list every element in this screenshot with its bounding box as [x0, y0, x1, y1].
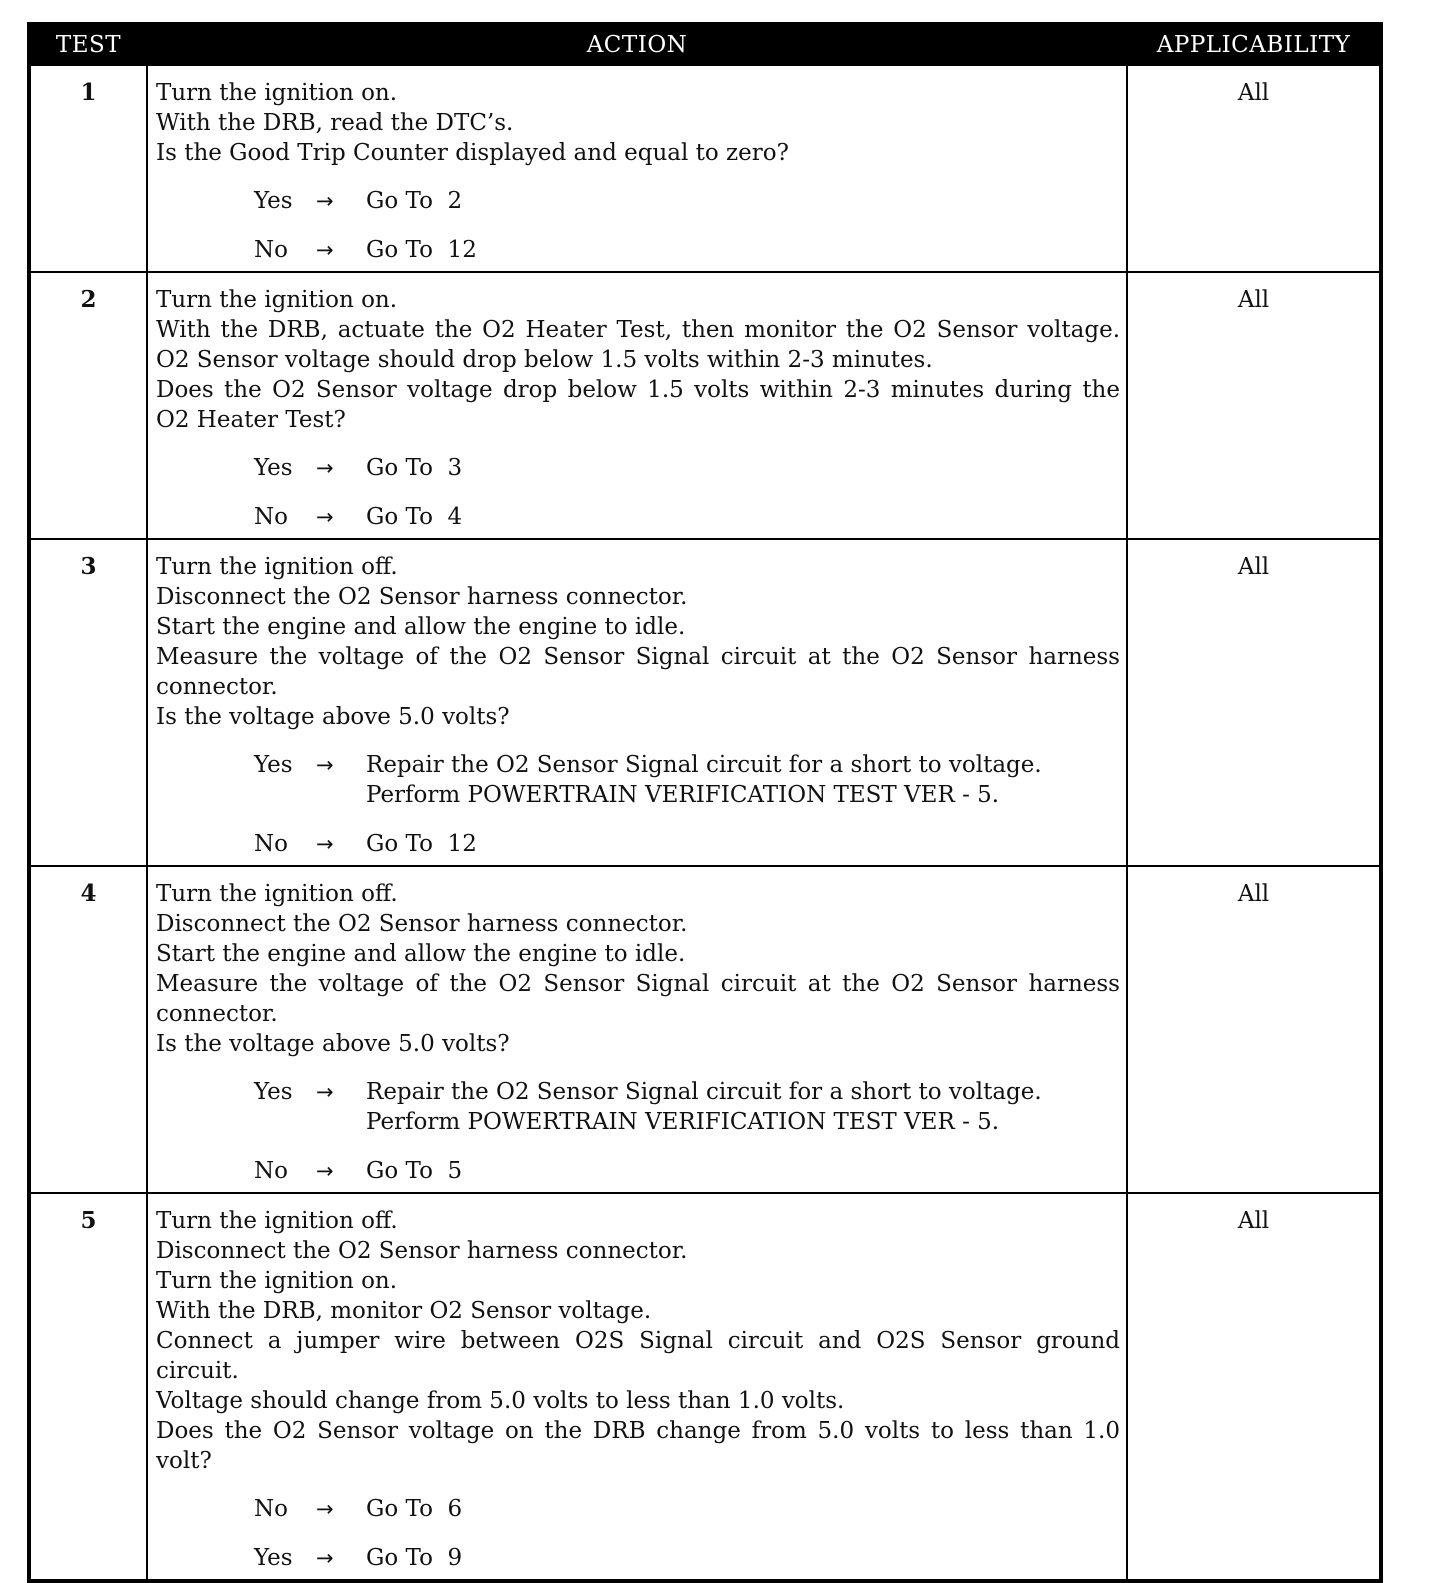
outcome-result-line: Repair the O2 Sensor Signal circuit for a short to voltage.	[366, 1079, 1042, 1105]
outcome-result-line: Go To 4	[366, 504, 463, 530]
header-applicability: APPLICABILITY	[1127, 24, 1381, 65]
outcome-item	[254, 453, 1120, 483]
arrow-right-icon: →	[316, 1080, 334, 1104]
arrow-right-icon: →	[316, 1546, 334, 1570]
outcome-result	[366, 1077, 1120, 1137]
outcome-label: Yes	[254, 1545, 293, 1571]
action-step: Measure the voltage of the O2 Sensor Signal circuit at the O2 Sensor harness connector.	[156, 971, 1120, 1027]
outcome-result	[366, 1543, 1120, 1573]
diagnostic-test-table	[27, 22, 1383, 1583]
action-step: Turn the ignition on.	[156, 1268, 398, 1294]
action-cell	[147, 539, 1127, 866]
outcome-label: No	[254, 1158, 288, 1184]
action-step: Measure the voltage of the O2 Sensor Signal circuit at the O2 Sensor harness connector.	[156, 644, 1120, 700]
outcome-result	[366, 186, 1120, 216]
outcome-label: No	[254, 237, 288, 263]
outcome-label: No	[254, 1496, 288, 1522]
action-step: Start the engine and allow the engine to idle.	[156, 941, 686, 967]
outcome-item	[254, 1494, 1120, 1524]
arrow-right-icon: →	[316, 238, 334, 262]
action-step: Turn the ignition off.	[156, 554, 398, 580]
test-number: 4	[29, 866, 147, 1193]
arrow-right-icon: →	[316, 1497, 334, 1521]
outcome-list	[156, 1077, 1120, 1186]
arrow-right-icon: →	[316, 189, 334, 213]
outcome-label: Yes	[254, 188, 293, 214]
outcome-item	[254, 750, 1120, 810]
outcome-result-line: Go To 12	[366, 831, 477, 857]
action-step: Connect a jumper wire between O2S Signal circuit and O2S Sensor ground circuit.	[156, 1328, 1120, 1384]
outcome-result-line: Go To 2	[366, 188, 463, 214]
outcome-result	[366, 750, 1120, 810]
outcome-result	[366, 235, 1120, 265]
action-step: Is the voltage above 5.0 volts?	[156, 704, 510, 730]
outcome-item	[254, 235, 1120, 265]
outcome-item	[254, 829, 1120, 859]
action-step: With the DRB, monitor O2 Sensor voltage.	[156, 1298, 652, 1324]
action-step: Does the O2 Sensor voltage on the DRB change from 5.0 volts to less than 1.0 volt?	[156, 1418, 1120, 1474]
arrow-right-icon: →	[316, 753, 334, 777]
applicability-cell: All	[1127, 1193, 1381, 1581]
action-step: Start the engine and allow the engine to idle.	[156, 614, 686, 640]
action-step: Is the voltage above 5.0 volts?	[156, 1031, 510, 1057]
outcome-label: No	[254, 504, 288, 530]
outcome-result-line: Go To 3	[366, 455, 463, 481]
test-number: 1	[29, 65, 147, 272]
action-step: Turn the ignition off.	[156, 881, 398, 907]
arrow-right-icon: →	[316, 505, 334, 529]
table-row	[29, 539, 1381, 866]
header-test: TEST	[29, 24, 147, 65]
action-step: Turn the ignition off.	[156, 1208, 398, 1234]
arrow-right-icon: →	[316, 1159, 334, 1183]
applicability-cell: All	[1127, 539, 1381, 866]
outcome-list	[156, 186, 1120, 265]
action-step: Disconnect the O2 Sensor harness connector.	[156, 1238, 688, 1264]
applicability-cell: All	[1127, 272, 1381, 539]
action-cell	[147, 866, 1127, 1193]
action-step: Disconnect the O2 Sensor harness connector.	[156, 911, 688, 937]
table-header	[29, 24, 1381, 65]
diagnostic-test-document	[27, 22, 1379, 1583]
action-step: Turn the ignition on.	[156, 287, 398, 313]
outcome-result-line: Repair the O2 Sensor Signal circuit for a short to voltage.	[366, 752, 1042, 778]
outcome-result-line: Go To 6	[366, 1496, 463, 1522]
outcome-item	[254, 502, 1120, 532]
outcome-list	[156, 750, 1120, 859]
outcome-label: Yes	[254, 752, 293, 778]
outcome-result	[366, 1494, 1120, 1524]
table-row	[29, 272, 1381, 539]
outcome-item	[254, 1077, 1120, 1137]
action-step: Turn the ignition on.	[156, 80, 398, 106]
action-step: With the DRB, read the DTC’s.	[156, 110, 514, 136]
outcome-result	[366, 502, 1120, 532]
outcome-result-line: Go To 9	[366, 1545, 463, 1571]
arrow-right-icon: →	[316, 832, 334, 856]
outcome-result	[366, 1156, 1120, 1186]
outcome-result-line: Go To 12	[366, 237, 477, 263]
outcome-label: Yes	[254, 1079, 293, 1105]
outcome-list	[156, 453, 1120, 532]
table-row	[29, 65, 1381, 272]
test-number: 5	[29, 1193, 147, 1581]
action-step: Voltage should change from 5.0 volts to less than 1.0 volts.	[156, 1388, 845, 1414]
action-step: Disconnect the O2 Sensor harness connector.	[156, 584, 688, 610]
outcome-item	[254, 1543, 1120, 1573]
action-step: Does the O2 Sensor voltage drop below 1.5 volts within 2-3 minutes during the O2 Heater Test?	[156, 377, 1120, 433]
outcome-result-line: Perform POWERTRAIN VERIFICATION TEST VER - 5.	[366, 1109, 1000, 1135]
outcome-result	[366, 829, 1120, 859]
table-row	[29, 1193, 1381, 1581]
test-number: 3	[29, 539, 147, 866]
arrow-right-icon: →	[316, 456, 334, 480]
action-cell	[147, 1193, 1127, 1581]
test-number: 2	[29, 272, 147, 539]
outcome-result	[366, 453, 1120, 483]
outcome-list	[156, 1494, 1120, 1573]
applicability-cell: All	[1127, 65, 1381, 272]
applicability-cell: All	[1127, 866, 1381, 1193]
action-cell	[147, 65, 1127, 272]
table-body	[29, 65, 1381, 1581]
outcome-result-line: Go To 5	[366, 1158, 463, 1184]
outcome-item	[254, 1156, 1120, 1186]
outcome-item	[254, 186, 1120, 216]
outcome-label: No	[254, 831, 288, 857]
action-step: Is the Good Trip Counter displayed and equal to zero?	[156, 140, 789, 166]
header-action: ACTION	[147, 24, 1127, 65]
outcome-label: Yes	[254, 455, 293, 481]
outcome-result-line: Perform POWERTRAIN VERIFICATION TEST VER - 5.	[366, 782, 1000, 808]
action-cell	[147, 272, 1127, 539]
action-step: With the DRB, actuate the O2 Heater Test, then monitor the O2 Sensor voltage. O2 Sensor voltage should drop below 1.5 volts within 2-3 minutes.	[156, 317, 1120, 373]
table-row	[29, 866, 1381, 1193]
